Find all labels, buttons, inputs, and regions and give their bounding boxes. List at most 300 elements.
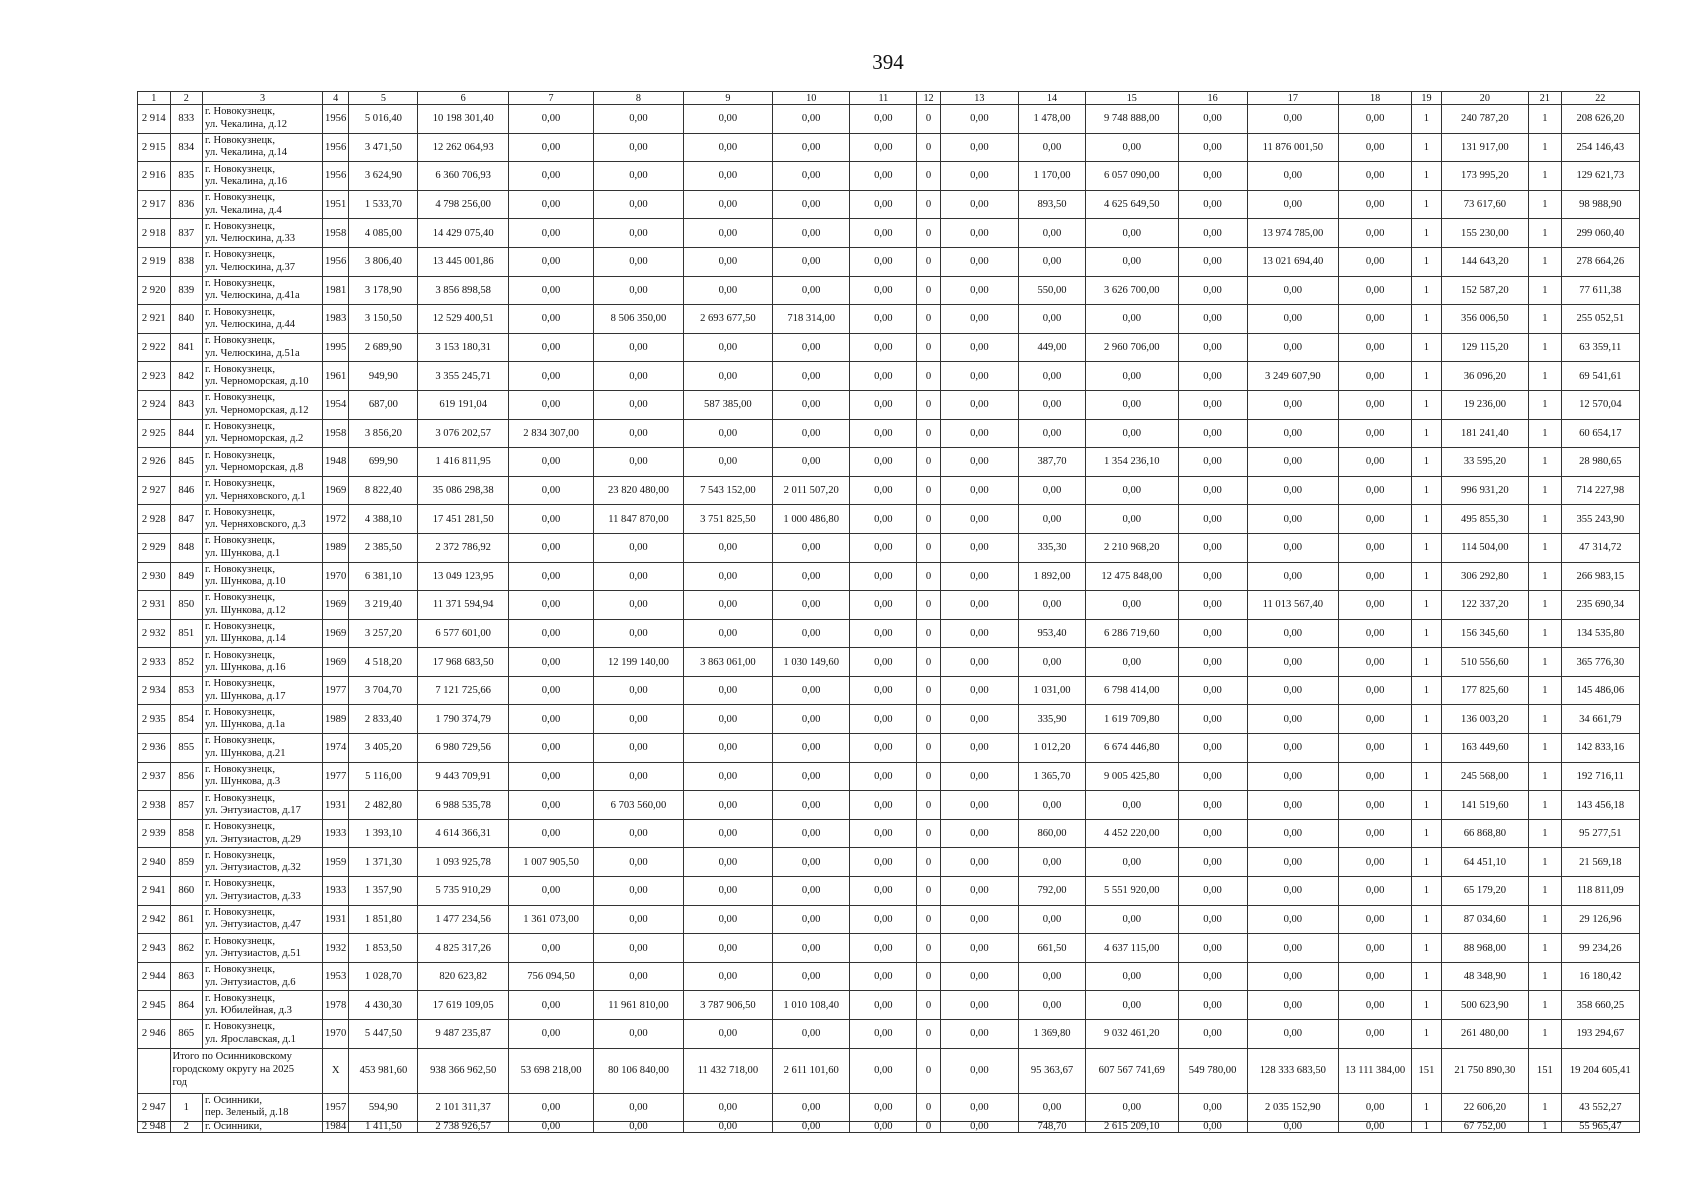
cell-col-19: 1 [1412, 905, 1441, 934]
cell-col-16: 0,00 [1178, 562, 1247, 591]
cell-col-3: г. Новокузнецк, ул. Чекалина, д.4 [203, 190, 323, 219]
cell-col-15: 607 567 741,69 [1086, 1048, 1178, 1093]
cell-col-19: 1 [1412, 476, 1441, 505]
cell-col-22: 12 570,04 [1561, 390, 1639, 419]
cell-col-5: 8 822,40 [349, 476, 418, 505]
cell-col-12: 0 [917, 848, 940, 877]
cell-col-13: 0,00 [940, 848, 1018, 877]
table-row [138, 448, 1640, 477]
cell-col-9: 0,00 [683, 133, 772, 162]
cell-col-13: 0,00 [940, 533, 1018, 562]
cell-col-11: 0,00 [850, 705, 917, 734]
cell-col-11: 0,00 [850, 219, 917, 248]
cell-col-22: 142 833,16 [1561, 734, 1639, 763]
cell-col-4: 1983 [322, 305, 348, 334]
table-row [138, 1122, 1640, 1133]
cell-col-15: 0,00 [1086, 905, 1178, 934]
cell-col-15: 6 798 414,00 [1086, 676, 1178, 705]
cell-col-20: 88 968,00 [1441, 934, 1528, 963]
cell-col-9: 0,00 [683, 791, 772, 820]
cell-col-15: 12 475 848,00 [1086, 562, 1178, 591]
cell-col-2: 834 [170, 133, 203, 162]
cell-col-8: 0,00 [594, 533, 683, 562]
cell-col-5: 699,90 [349, 448, 418, 477]
cell-col-2: 837 [170, 219, 203, 248]
cell-col-1: 2 928 [138, 505, 171, 534]
table-row [138, 648, 1640, 677]
cell-col-21: 1 [1529, 533, 1562, 562]
table-row [138, 390, 1640, 419]
cell-col-4: 1954 [322, 390, 348, 419]
cell-col-17: 128 333 683,50 [1247, 1048, 1338, 1093]
cell-col-16: 0,00 [1178, 648, 1247, 677]
cell-col-2: 833 [170, 105, 203, 134]
cell-col-15: 0,00 [1086, 962, 1178, 991]
cell-col-16: 0,00 [1178, 190, 1247, 219]
column-header-15: 15 [1086, 92, 1178, 105]
cell-col-11: 0,00 [850, 819, 917, 848]
cell-col-5: 687,00 [349, 390, 418, 419]
cell-col-13: 0,00 [940, 676, 1018, 705]
cell-col-22: 193 294,67 [1561, 1020, 1639, 1049]
table-row [138, 333, 1640, 362]
cell-col-14: 1 369,80 [1018, 1020, 1085, 1049]
table-body [138, 92, 1640, 1133]
cell-col-14: 0,00 [1018, 476, 1085, 505]
cell-col-14: 1 365,70 [1018, 762, 1085, 791]
cell-col-11: 0,00 [850, 1020, 917, 1049]
cell-col-15: 3 626 700,00 [1086, 276, 1178, 305]
cell-col-4: 1933 [322, 819, 348, 848]
cell-col-19: 1 [1412, 648, 1441, 677]
cell-col-16: 0,00 [1178, 734, 1247, 763]
column-header-21: 21 [1529, 92, 1562, 105]
cell-col-6: 9 487 235,87 [418, 1020, 508, 1049]
cell-col-1: 2 945 [138, 991, 171, 1020]
cell-col-11: 0,00 [850, 362, 917, 391]
cell-col-16: 0,00 [1178, 934, 1247, 963]
cell-col-21: 151 [1529, 1048, 1562, 1093]
cell-col-8: 11 847 870,00 [594, 505, 683, 534]
cell-col-14: 0,00 [1018, 591, 1085, 620]
cell-col-2: 862 [170, 934, 203, 963]
cell-col-9: 3 863 061,00 [683, 648, 772, 677]
cell-col-10: 0,00 [773, 419, 850, 448]
cell-col-21: 1 [1529, 305, 1562, 334]
cell-col-18: 0,00 [1339, 705, 1412, 734]
cell-col-20: 64 451,10 [1441, 848, 1528, 877]
cell-col-9: 0,00 [683, 762, 772, 791]
cell-col-11: 0,00 [850, 162, 917, 191]
cell-col-16: 0,00 [1178, 676, 1247, 705]
cell-col-22: 19 204 605,41 [1561, 1048, 1639, 1093]
cell-col-7: 0,00 [508, 1122, 593, 1133]
cell-col-9: 0,00 [683, 1122, 772, 1133]
cell-col-11: 0,00 [850, 1122, 917, 1133]
cell-col-2: 840 [170, 305, 203, 334]
cell-col-16: 0,00 [1178, 991, 1247, 1020]
cell-col-5: 1 393,10 [349, 819, 418, 848]
cell-col-17: 0,00 [1247, 105, 1338, 134]
cell-col-22: 34 661,79 [1561, 705, 1639, 734]
cell-col-17: 0,00 [1247, 333, 1338, 362]
cell-col-12: 0 [917, 962, 940, 991]
table-row [138, 905, 1640, 934]
cell-col-9: 0,00 [683, 848, 772, 877]
cell-col-9: 3 787 906,50 [683, 991, 772, 1020]
cell-col-5: 4 430,30 [349, 991, 418, 1020]
cell-col-12: 0 [917, 1020, 940, 1049]
cell-col-15: 0,00 [1086, 133, 1178, 162]
cell-col-17: 0,00 [1247, 791, 1338, 820]
cell-col-21: 1 [1529, 848, 1562, 877]
cell-col-9: 0,00 [683, 676, 772, 705]
cell-col-17: 0,00 [1247, 676, 1338, 705]
cell-col-17: 0,00 [1247, 991, 1338, 1020]
cell-col-5: 1 533,70 [349, 190, 418, 219]
cell-col-9: 587 385,00 [683, 390, 772, 419]
cell-col-20: 114 504,00 [1441, 533, 1528, 562]
cell-col-20: 144 643,20 [1441, 247, 1528, 276]
cell-col-22: 266 983,15 [1561, 562, 1639, 591]
cell-col-15: 0,00 [1086, 1093, 1178, 1122]
cell-col-22: 69 541,61 [1561, 362, 1639, 391]
cell-col-2: 835 [170, 162, 203, 191]
cell-col-10: 0,00 [773, 962, 850, 991]
cell-col-1: 2 923 [138, 362, 171, 391]
cell-col-8: 0,00 [594, 1020, 683, 1049]
cell-col-3: г. Новокузнецк, ул. Шункова, д.1а [203, 705, 323, 734]
cell-col-5: 2 689,90 [349, 333, 418, 362]
cell-col-10: 0,00 [773, 705, 850, 734]
cell-col-12: 0 [917, 105, 940, 134]
cell-col-20: 129 115,20 [1441, 333, 1528, 362]
cell-col-1: 2 918 [138, 219, 171, 248]
cell-col-18: 0,00 [1339, 190, 1412, 219]
cell-col-9: 3 751 825,50 [683, 505, 772, 534]
cell-col-15: 6 057 090,00 [1086, 162, 1178, 191]
cell-col-11: 0,00 [850, 962, 917, 991]
cell-col-3: г. Новокузнецк, ул. Чекалина, д.14 [203, 133, 323, 162]
cell-col-19: 1 [1412, 505, 1441, 534]
cell-col-13: 0,00 [940, 905, 1018, 934]
cell-col-19: 1 [1412, 247, 1441, 276]
cell-col-21: 1 [1529, 190, 1562, 219]
register-table [137, 91, 1640, 1133]
cell-col-19: 1 [1412, 105, 1441, 134]
cell-col-13: 0,00 [940, 734, 1018, 763]
cell-col-7: 0,00 [508, 448, 593, 477]
cell-col-9: 0,00 [683, 276, 772, 305]
cell-col-4: 1933 [322, 877, 348, 906]
cell-col-17: 11 013 567,40 [1247, 591, 1338, 620]
cell-col-17: 0,00 [1247, 762, 1338, 791]
cell-col-5: 1 851,80 [349, 905, 418, 934]
cell-col-22: 55 965,47 [1561, 1122, 1639, 1133]
cell-col-2: 858 [170, 819, 203, 848]
cell-col-19: 1 [1412, 591, 1441, 620]
cell-col-18: 0,00 [1339, 819, 1412, 848]
cell-col-3: г. Новокузнецк, ул. Шункова, д.14 [203, 619, 323, 648]
cell-col-14: 335,90 [1018, 705, 1085, 734]
cell-col-9: 0,00 [683, 591, 772, 620]
cell-col-3: г. Новокузнецк, ул. Энтузиастов, д.47 [203, 905, 323, 934]
cell-col-19: 1 [1412, 276, 1441, 305]
cell-col-17: 0,00 [1247, 705, 1338, 734]
cell-col-19: 1 [1412, 448, 1441, 477]
cell-col-2: 859 [170, 848, 203, 877]
cell-col-12: 0 [917, 877, 940, 906]
cell-col-15: 0,00 [1086, 991, 1178, 1020]
cell-col-17: 0,00 [1247, 619, 1338, 648]
cell-col-7: 0,00 [508, 133, 593, 162]
cell-col-9: 0,00 [683, 962, 772, 991]
total-label: Итого по Осинниковскому городскому округу на 2025 год [170, 1048, 322, 1093]
cell-col-19: 1 [1412, 705, 1441, 734]
cell-col-8: 0,00 [594, 562, 683, 591]
cell-col-15: 1 619 709,80 [1086, 705, 1178, 734]
cell-col-3: г. Новокузнецк, ул. Юбилейная, д.3 [203, 991, 323, 1020]
cell-col-4: 1931 [322, 791, 348, 820]
cell-col-21: 1 [1529, 676, 1562, 705]
cell-col-8: 12 199 140,00 [594, 648, 683, 677]
cell-col-3: г. Новокузнецк, ул. Шункова, д.1 [203, 533, 323, 562]
cell-col-20: 122 337,20 [1441, 591, 1528, 620]
cell-col-22: 99 234,26 [1561, 934, 1639, 963]
cell-col-21: 1 [1529, 648, 1562, 677]
cell-col-22: 47 314,72 [1561, 533, 1639, 562]
cell-col-14: 0,00 [1018, 991, 1085, 1020]
cell-col-22: 143 456,18 [1561, 791, 1639, 820]
cell-col-4: 1959 [322, 848, 348, 877]
cell-col-20: 19 236,00 [1441, 390, 1528, 419]
cell-col-6: 11 371 594,94 [418, 591, 508, 620]
cell-col-16: 0,00 [1178, 276, 1247, 305]
cell-col-17: 0,00 [1247, 819, 1338, 848]
cell-col-18: 0,00 [1339, 390, 1412, 419]
cell-col-14: 1 478,00 [1018, 105, 1085, 134]
cell-col-10: 0,00 [773, 133, 850, 162]
table-row [138, 619, 1640, 648]
column-header-2: 2 [170, 92, 203, 105]
cell-col-2: 852 [170, 648, 203, 677]
cell-col-2: 849 [170, 562, 203, 591]
cell-col-1: 2 937 [138, 762, 171, 791]
table-row [138, 877, 1640, 906]
cell-col-15: 0,00 [1086, 419, 1178, 448]
table-row [138, 791, 1640, 820]
table-row [138, 105, 1640, 134]
cell-col-12: 0 [917, 734, 940, 763]
cell-col-5: 3 178,90 [349, 276, 418, 305]
cell-col-13: 0,00 [940, 190, 1018, 219]
cell-col-7: 0,00 [508, 190, 593, 219]
cell-col-15: 0,00 [1086, 247, 1178, 276]
cell-col-6: 10 198 301,40 [418, 105, 508, 134]
cell-col-7: 1 361 073,00 [508, 905, 593, 934]
cell-col-17: 0,00 [1247, 390, 1338, 419]
cell-col-19: 1 [1412, 877, 1441, 906]
cell-col-17: 0,00 [1247, 734, 1338, 763]
cell-col-18: 0,00 [1339, 505, 1412, 534]
cell-col-17: 0,00 [1247, 476, 1338, 505]
cell-col-16: 0,00 [1178, 905, 1247, 934]
cell-col-16: 0,00 [1178, 877, 1247, 906]
cell-col-12: 0 [917, 190, 940, 219]
cell-col-21: 1 [1529, 562, 1562, 591]
cell-col-12: 0 [917, 305, 940, 334]
cell-col-7: 0,00 [508, 819, 593, 848]
table-row [138, 276, 1640, 305]
cell-col-7: 0,00 [508, 305, 593, 334]
cell-col-20: 245 568,00 [1441, 762, 1528, 791]
cell-col-2: 863 [170, 962, 203, 991]
cell-col-21: 1 [1529, 105, 1562, 134]
cell-col-1: 2 943 [138, 934, 171, 963]
cell-col-12: 0 [917, 133, 940, 162]
cell-col-6: 6 988 535,78 [418, 791, 508, 820]
cell-col-17: 0,00 [1247, 448, 1338, 477]
cell-col-22: 118 811,09 [1561, 877, 1639, 906]
cell-col-18: 0,00 [1339, 591, 1412, 620]
cell-col-13: 0,00 [940, 1020, 1018, 1049]
cell-col-8: 0,00 [594, 1122, 683, 1133]
cell-col-10: 0,00 [773, 848, 850, 877]
cell-col-8: 80 106 840,00 [594, 1048, 683, 1093]
cell-col-22: 278 664,26 [1561, 247, 1639, 276]
cell-col-10: 0,00 [773, 934, 850, 963]
cell-col-20: 73 617,60 [1441, 190, 1528, 219]
cell-col-6: 9 443 709,91 [418, 762, 508, 791]
cell-col-2: 857 [170, 791, 203, 820]
cell-col-4: 1989 [322, 533, 348, 562]
cell-col-11: 0,00 [850, 848, 917, 877]
column-header-11: 11 [850, 92, 917, 105]
table-row [138, 505, 1640, 534]
cell-col-18: 0,00 [1339, 648, 1412, 677]
cell-col-2: 864 [170, 991, 203, 1020]
cell-col-8: 0,00 [594, 162, 683, 191]
cell-col-15: 9 032 461,20 [1086, 1020, 1178, 1049]
cell-col-1: 2 916 [138, 162, 171, 191]
cell-col-11: 0,00 [850, 877, 917, 906]
cell-col-8: 0,00 [594, 390, 683, 419]
cell-col-21: 1 [1529, 591, 1562, 620]
cell-col-12: 0 [917, 533, 940, 562]
cell-col-12: 0 [917, 362, 940, 391]
cell-col-11: 0,00 [850, 591, 917, 620]
cell-col-4: 1956 [322, 133, 348, 162]
cell-col-3: г. Новокузнецк, ул. Шункова, д.12 [203, 591, 323, 620]
cell-col-7: 0,00 [508, 390, 593, 419]
cell-col-9: 0,00 [683, 162, 772, 191]
cell-col-12: 0 [917, 247, 940, 276]
cell-col-12: 0 [917, 791, 940, 820]
cell-col-10: 0,00 [773, 1122, 850, 1133]
cell-col-10: 0,00 [773, 791, 850, 820]
cell-col-5: 3 150,50 [349, 305, 418, 334]
cell-col-1: 2 924 [138, 390, 171, 419]
cell-col-4: X [322, 1048, 348, 1093]
cell-col-2: 860 [170, 877, 203, 906]
cell-col-19: 1 [1412, 619, 1441, 648]
table-row [138, 133, 1640, 162]
cell-col-12: 0 [917, 1122, 940, 1133]
cell-col-16: 0,00 [1178, 819, 1247, 848]
cell-col-17: 0,00 [1247, 162, 1338, 191]
cell-col-3: г. Новокузнецк, ул. Челюскина, д.41а [203, 276, 323, 305]
cell-col-19: 1 [1412, 133, 1441, 162]
cell-col-1: 2 932 [138, 619, 171, 648]
cell-col-5: 5 016,40 [349, 105, 418, 134]
cell-col-8: 0,00 [594, 190, 683, 219]
cell-col-15: 0,00 [1086, 848, 1178, 877]
cell-col-13: 0,00 [940, 476, 1018, 505]
cell-col-1: 2 933 [138, 648, 171, 677]
cell-col-9: 0,00 [683, 533, 772, 562]
column-header-12: 12 [917, 92, 940, 105]
cell-col-3: г. Новокузнецк, ул. Челюскина, д.33 [203, 219, 323, 248]
cell-col-7: 1 007 905,50 [508, 848, 593, 877]
cell-col-22: 254 146,43 [1561, 133, 1639, 162]
cell-col-13: 0,00 [940, 934, 1018, 963]
cell-col-7: 0,00 [508, 934, 593, 963]
cell-col-3: г. Новокузнецк, ул. Ярославская, д.1 [203, 1020, 323, 1049]
cell-col-11: 0,00 [850, 476, 917, 505]
cell-col-3: г. Осинники, [203, 1122, 323, 1133]
cell-col-18: 0,00 [1339, 162, 1412, 191]
cell-col-3: г. Новокузнецк, ул. Чекалина, д.12 [203, 105, 323, 134]
table-row [138, 476, 1640, 505]
cell-col-8: 11 961 810,00 [594, 991, 683, 1020]
cell-col-10: 0,00 [773, 877, 850, 906]
cell-col-8: 0,00 [594, 934, 683, 963]
cell-col-20: 173 995,20 [1441, 162, 1528, 191]
cell-col-22: 77 611,38 [1561, 276, 1639, 305]
cell-col-5: 1 411,50 [349, 1122, 418, 1133]
cell-col-21: 1 [1529, 333, 1562, 362]
cell-col-22: 98 988,90 [1561, 190, 1639, 219]
cell-col-16: 0,00 [1178, 1122, 1247, 1133]
cell-col-10: 0,00 [773, 333, 850, 362]
cell-col-19: 1 [1412, 219, 1441, 248]
cell-col-12: 0 [917, 476, 940, 505]
cell-col-14: 1 031,00 [1018, 676, 1085, 705]
cell-col-1: 2 922 [138, 333, 171, 362]
cell-col-18: 0,00 [1339, 1093, 1412, 1122]
cell-col-7: 0,00 [508, 734, 593, 763]
cell-col-10: 0,00 [773, 247, 850, 276]
table-row [138, 562, 1640, 591]
cell-col-18: 0,00 [1339, 362, 1412, 391]
cell-col-4: 1989 [322, 705, 348, 734]
cell-col-1: 2 919 [138, 247, 171, 276]
cell-col-21: 1 [1529, 219, 1562, 248]
cell-col-19: 1 [1412, 962, 1441, 991]
cell-col-4: 1956 [322, 105, 348, 134]
cell-col-1: 2 936 [138, 734, 171, 763]
cell-col-1: 2 938 [138, 791, 171, 820]
table-row [138, 419, 1640, 448]
cell-col-3: г. Новокузнецк, ул. Чекалина, д.16 [203, 162, 323, 191]
cell-col-2: 861 [170, 905, 203, 934]
cell-col-10: 0,00 [773, 762, 850, 791]
cell-col-5: 2 482,80 [349, 791, 418, 820]
cell-col-10: 0,00 [773, 533, 850, 562]
cell-col-6: 13 049 123,95 [418, 562, 508, 591]
cell-col-19: 1 [1412, 333, 1441, 362]
cell-col-5: 4 388,10 [349, 505, 418, 534]
